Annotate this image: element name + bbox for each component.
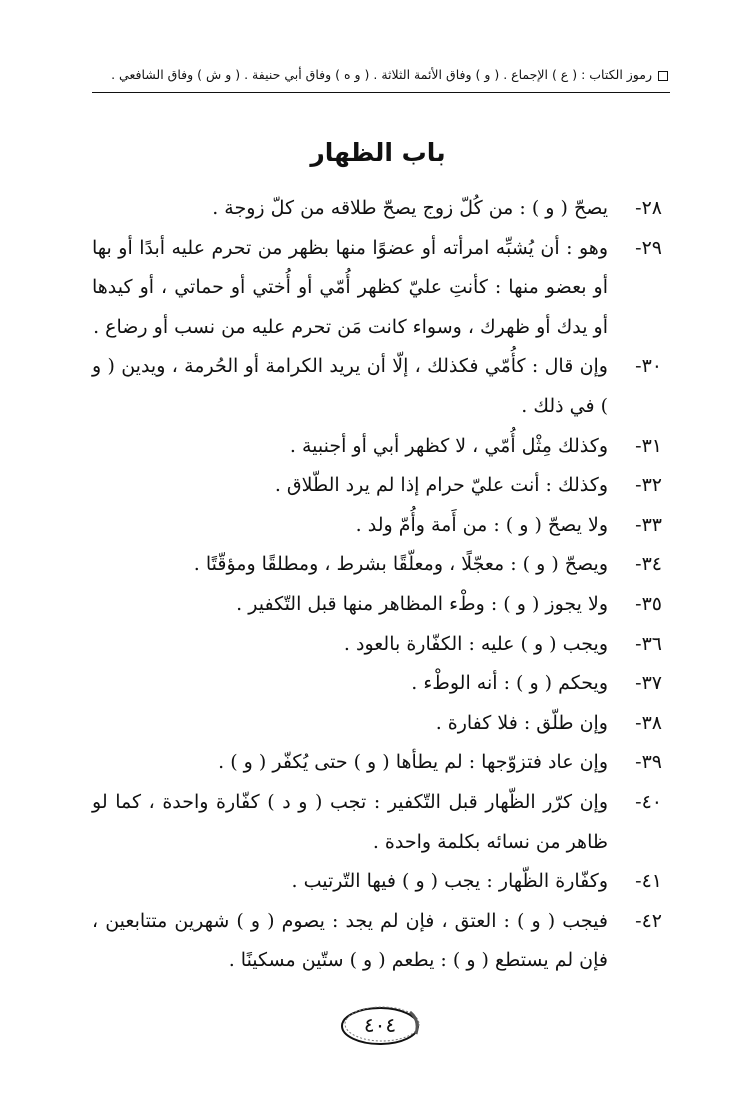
paragraph-text: ويحكم ( و ) : أنه الوطْء . [411, 672, 608, 695]
paragraph-34 [92, 545, 662, 585]
paragraph-text: ويجب ( و ) عليه : الكفّارة بالعود . [343, 632, 608, 655]
paragraph-number: ٣٨- [635, 711, 662, 734]
body-text [92, 189, 662, 981]
paragraph-number: ٣٦- [635, 632, 662, 655]
paragraph-31 [92, 427, 662, 467]
paragraph-text: وهو : أن يُشبِّه امرأته أو عضوًا منها بظهر من تحرم عليه أبدًا أو بها أو بعضو منها : كأنتِ عليّ كظهر أُمّي أو أُختي أو حماتي ، أو كيدها أو يدك أو ظهرك ، وسواء كانت مَن تحرم عليه من نسب أو رضاع . [92, 236, 608, 338]
chapter-title: باب الظهار [310, 138, 446, 167]
page-number-badge [338, 1004, 422, 1048]
paragraph-text: وإن طلّق : فلا كفارة . [435, 711, 608, 734]
paragraph-text: وإن عاد فتزوّجها : لم يطأها ( و ) حتى يُكفّر ( و ) . [218, 751, 608, 774]
paragraph-number: ٤٢- [635, 909, 662, 932]
paragraph-text: ولا يجوز ( و ) : وطْء المظاهر منها قبل التّكفير . [236, 592, 608, 615]
paragraph-36 [92, 625, 662, 665]
page-number: ٤٠٤ [363, 1013, 397, 1037]
paragraph-text: فيجب ( و ) : العتق ، فإن لم يجد : يصوم ( و ) شهرين متتابعين ، فإن لم يستطع ( و ) : يطعم ( و ) ستّين مسكينًا . [92, 909, 608, 972]
paragraph-28 [92, 189, 662, 229]
paragraph-text: يصحّ ( و ) : من كُلّ زوج يصحّ طلاقه من كلّ زوجة . [212, 197, 608, 219]
paragraph-35 [92, 585, 662, 625]
paragraph-text: وكذلك مِثْل أُمّي ، لا كظهر أبي أو أجنبية . [289, 434, 608, 457]
paragraph-text: وكذلك : أنت عليّ حرام إذا لم يرد الطّلاق . [274, 474, 608, 497]
paragraph-text: ويصحّ ( و ) : معجّلًا ، ومعلّقًا بشرط ، ومطلقًا ومؤقّتًا . [193, 553, 608, 576]
running-header [100, 64, 668, 90]
paragraph-32 [92, 466, 662, 506]
paragraph-number: ٣٢- [635, 474, 662, 497]
paragraph-number: ٣١- [635, 434, 662, 457]
paragraph-number: ٤٠- [635, 790, 662, 813]
square-bullet-icon [658, 71, 668, 81]
paragraph-number: ٣٤- [635, 553, 662, 576]
paragraph-41 [92, 862, 662, 902]
paragraph-text: وكفّارة الظّهار : يجب ( و ) فيها التّرتيب . [291, 870, 608, 893]
paragraph-number: ٢٩- [635, 236, 662, 259]
paragraph-40 [92, 783, 662, 862]
paragraph-30 [92, 347, 662, 426]
paragraph-number: ٣٧- [635, 672, 662, 695]
paragraph-text: وإن كرّر الظّهار قبل التّكفير : تجب ( و د ) كفّارة واحدة ، كما لو ظاهر من نسائه بكلمة واحدة . [92, 790, 608, 853]
header-divider [92, 92, 670, 93]
paragraph-text: ولا يصحّ ( و ) : من أَمة وأُمّ ولد . [355, 513, 608, 536]
paragraph-number: ٣٥- [635, 592, 662, 615]
paragraph-number: ٤١- [635, 870, 662, 893]
paragraph-39 [92, 743, 662, 783]
paragraph-37 [92, 664, 662, 704]
paragraph-number: ٣٠- [635, 355, 662, 378]
paragraph-number: ٢٨- [635, 197, 662, 219]
paragraph-33 [92, 506, 662, 546]
header-text: رموز الكتاب : ( ع ) الإجماع . ( و ) وفاق الأئمة الثلاثة . ( و ه ) وفاق أبي حنيفة . ( و ش ) وفاق الشافعي . [111, 67, 652, 82]
paragraph-29 [92, 229, 662, 348]
paragraph-42 [92, 902, 662, 981]
paragraph-number: ٣٣- [635, 513, 662, 536]
paragraph-number: ٣٩- [635, 751, 662, 774]
paragraph-38 [92, 704, 662, 744]
paragraph-text: وإن قال : كأُمّي فكذلك ، إلّا أن يريد الكرامة أو الحُرمة ، ويدين ( و ) في ذلك . [92, 355, 608, 417]
